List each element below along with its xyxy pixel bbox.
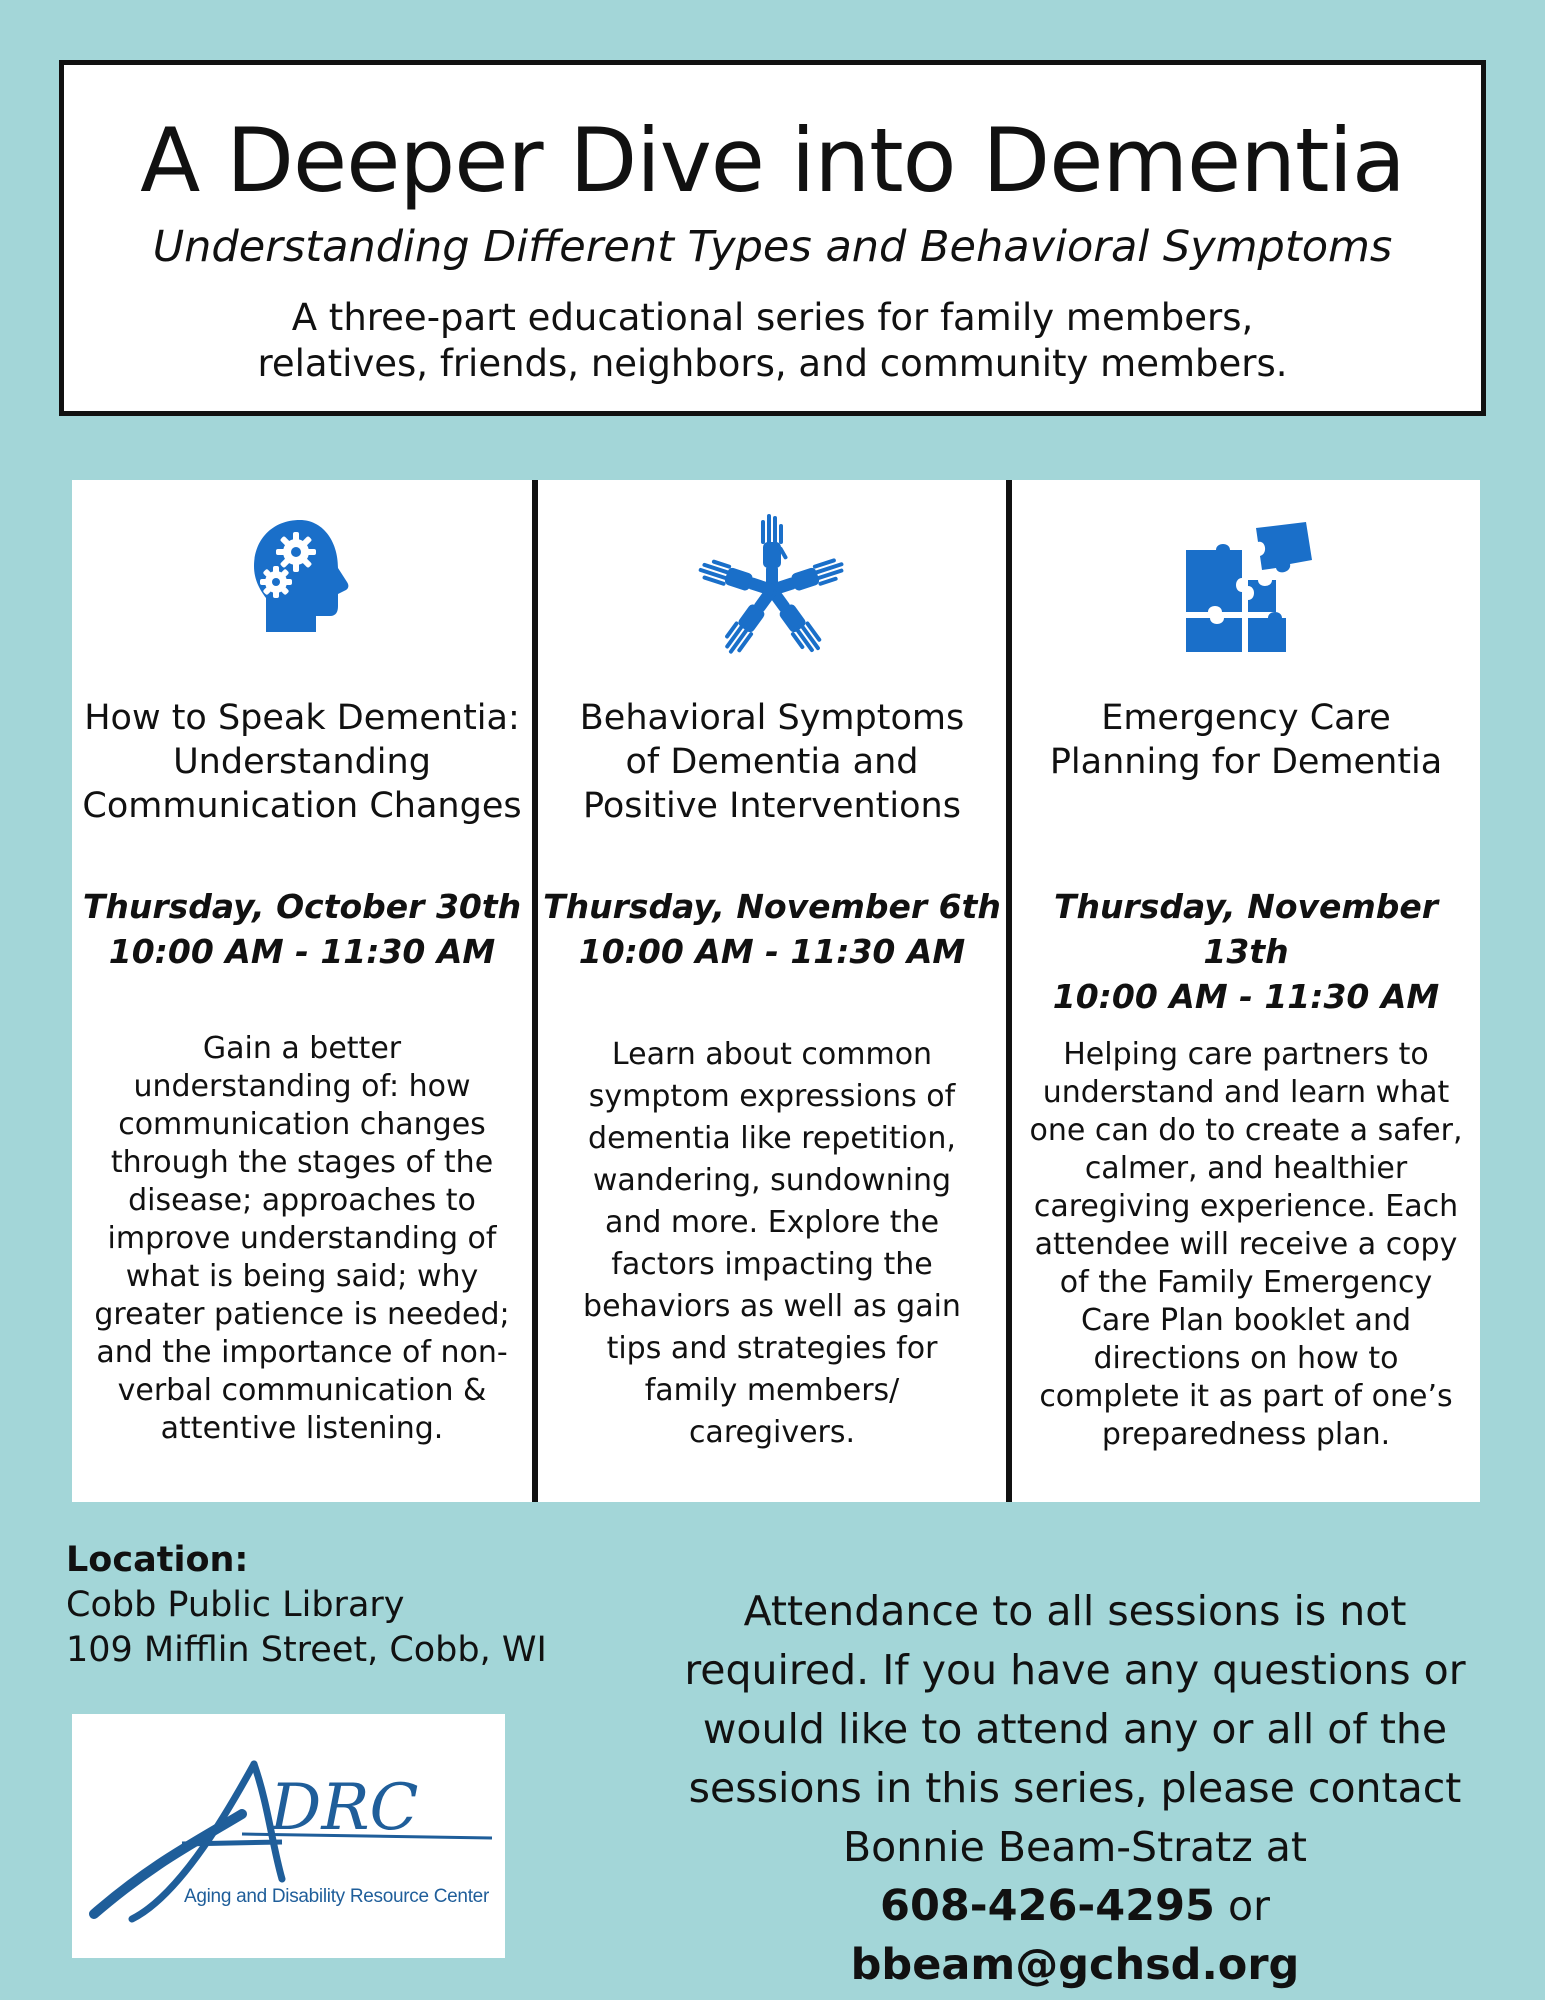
session-description-line: attentive listening. <box>160 1411 444 1446</box>
session-description-line: of the Family Emergency <box>1059 1265 1433 1300</box>
session-description-line: attendee will receive a copy <box>1034 1227 1458 1262</box>
session-datetime <box>538 884 1006 974</box>
session-description-line: Helping care partners to <box>1063 1037 1429 1072</box>
contact-line: would like to attend any or all of the <box>702 1705 1448 1753</box>
session-description-line: caregivers. <box>688 1415 856 1450</box>
location-label: Location: <box>66 1540 249 1580</box>
contact-line: required. If you have any questions or <box>684 1646 1466 1694</box>
session-description-line: understand and learn what <box>1042 1075 1450 1110</box>
logo-subtitle: Aging and Disability Resource Center <box>184 1886 489 1907</box>
session-title-line: of Dementia and <box>625 742 919 782</box>
contact-phone[interactable]: 608-426-4295 <box>880 1881 1215 1931</box>
session-description <box>548 1034 996 1454</box>
description-line: A three-part educational series for family members, <box>291 296 1254 339</box>
session-time: 10:00 AM - 11:30 AM <box>108 932 496 971</box>
session-title-line: How to Speak Dementia: <box>84 698 520 738</box>
session-description-line: caregiving experience. Each <box>1033 1189 1459 1224</box>
session-title-line: Understanding <box>173 742 431 782</box>
session-description-line: preparedness plan. <box>1101 1417 1391 1452</box>
session-title-line: Behavioral Symptoms <box>579 698 965 738</box>
location-name: Cobb Public Library <box>66 1585 405 1625</box>
session-description-line: disease; approaches to <box>128 1183 476 1218</box>
session-title-line: Positive Interventions <box>583 786 961 826</box>
session-time: 10:00 AM - 11:30 AM <box>1052 977 1440 1016</box>
contact-block <box>660 1582 1490 1995</box>
adrc-logo <box>72 1714 505 1958</box>
puzzle-icon <box>1176 520 1316 660</box>
session-date: Thursday, November 6th <box>543 887 1001 926</box>
session-description <box>82 1030 522 1448</box>
session-title-line: Planning for Dementia <box>1049 742 1443 782</box>
session-title <box>1012 696 1480 784</box>
contact-details <box>660 1877 1490 1995</box>
contact-line: Attendance to all sessions is not <box>743 1587 1407 1635</box>
sessions-panel <box>72 480 1480 1502</box>
session-description-line: improve understanding of <box>107 1221 497 1256</box>
logo-letters: DRC <box>270 1771 419 1845</box>
contact-line: Bonnie Beam-Stratz at <box>843 1823 1307 1871</box>
session-description-line: dementia like repetition, <box>588 1121 956 1156</box>
page-subtitle: Understanding Different Types and Behavioral Symptoms <box>152 222 1393 272</box>
session-description-line: Gain a better <box>202 1031 402 1066</box>
session-description-line: directions on how to <box>1093 1341 1399 1376</box>
session-datetime <box>72 884 532 974</box>
session-description-line: factors impacting the <box>611 1247 933 1282</box>
location-block <box>66 1538 547 1673</box>
session-description-line: wandering, sundowning <box>592 1163 952 1198</box>
session-title-line: Communication Changes <box>82 786 522 826</box>
header-box <box>59 60 1486 416</box>
session-description-line: and the importance of non- <box>96 1335 508 1370</box>
session-1 <box>72 480 532 1502</box>
session-description-line: one can do to create a safer, <box>1029 1113 1463 1148</box>
session-title <box>72 696 532 828</box>
series-description <box>64 295 1481 387</box>
session-description-line: Care Plan booklet and <box>1080 1303 1411 1338</box>
session-description-line: verbal communication & <box>117 1373 487 1408</box>
session-description-line: calmer, and healthier <box>1084 1151 1408 1186</box>
session-description-line: Learn about common <box>611 1037 933 1072</box>
session-description-line: understanding of: how <box>133 1069 471 1104</box>
adrc-logo-graphic <box>72 1714 505 1958</box>
session-description-line: behaviors as well as gain <box>583 1289 961 1324</box>
session-description-line: greater patience is needed; <box>94 1297 510 1332</box>
description-line: relatives, friends, neighbors, and community members. <box>257 342 1288 385</box>
session-description-line: symptom expressions of <box>588 1079 956 1114</box>
session-date: Thursday, October 30th <box>82 887 522 926</box>
session-description <box>1022 1036 1470 1454</box>
contact-line: sessions in this series, please contact <box>688 1764 1462 1812</box>
head-gears-icon <box>242 516 362 640</box>
session-description-line: complete it as part of one’s <box>1039 1379 1453 1414</box>
session-description-line: family members/ <box>644 1373 900 1408</box>
session-title-line: Emergency Care <box>1101 698 1391 738</box>
session-description-line: through the stages of the <box>110 1145 494 1180</box>
session-title <box>538 696 1006 828</box>
session-description-line: tips and strategies for <box>606 1331 938 1366</box>
session-datetime <box>1012 884 1480 1019</box>
session-description-line: and more. Explore the <box>604 1205 940 1240</box>
session-3 <box>1012 480 1480 1502</box>
session-time: 10:00 AM - 11:30 AM <box>578 932 966 971</box>
contact-email[interactable]: bbeam@gchsd.org <box>850 1940 1300 1990</box>
session-date: Thursday, November 13th <box>1053 887 1439 971</box>
session-description-line: communication changes <box>118 1107 486 1142</box>
location-address: 109 Mifflin Street, Cobb, WI <box>66 1630 547 1670</box>
contact-or: or <box>1227 1882 1270 1930</box>
page-title: A Deeper Dive into Dementia <box>140 109 1405 212</box>
session-2 <box>538 480 1006 1502</box>
session-description-line: what is being said; why <box>125 1259 479 1294</box>
hands-circle-icon <box>687 510 857 674</box>
